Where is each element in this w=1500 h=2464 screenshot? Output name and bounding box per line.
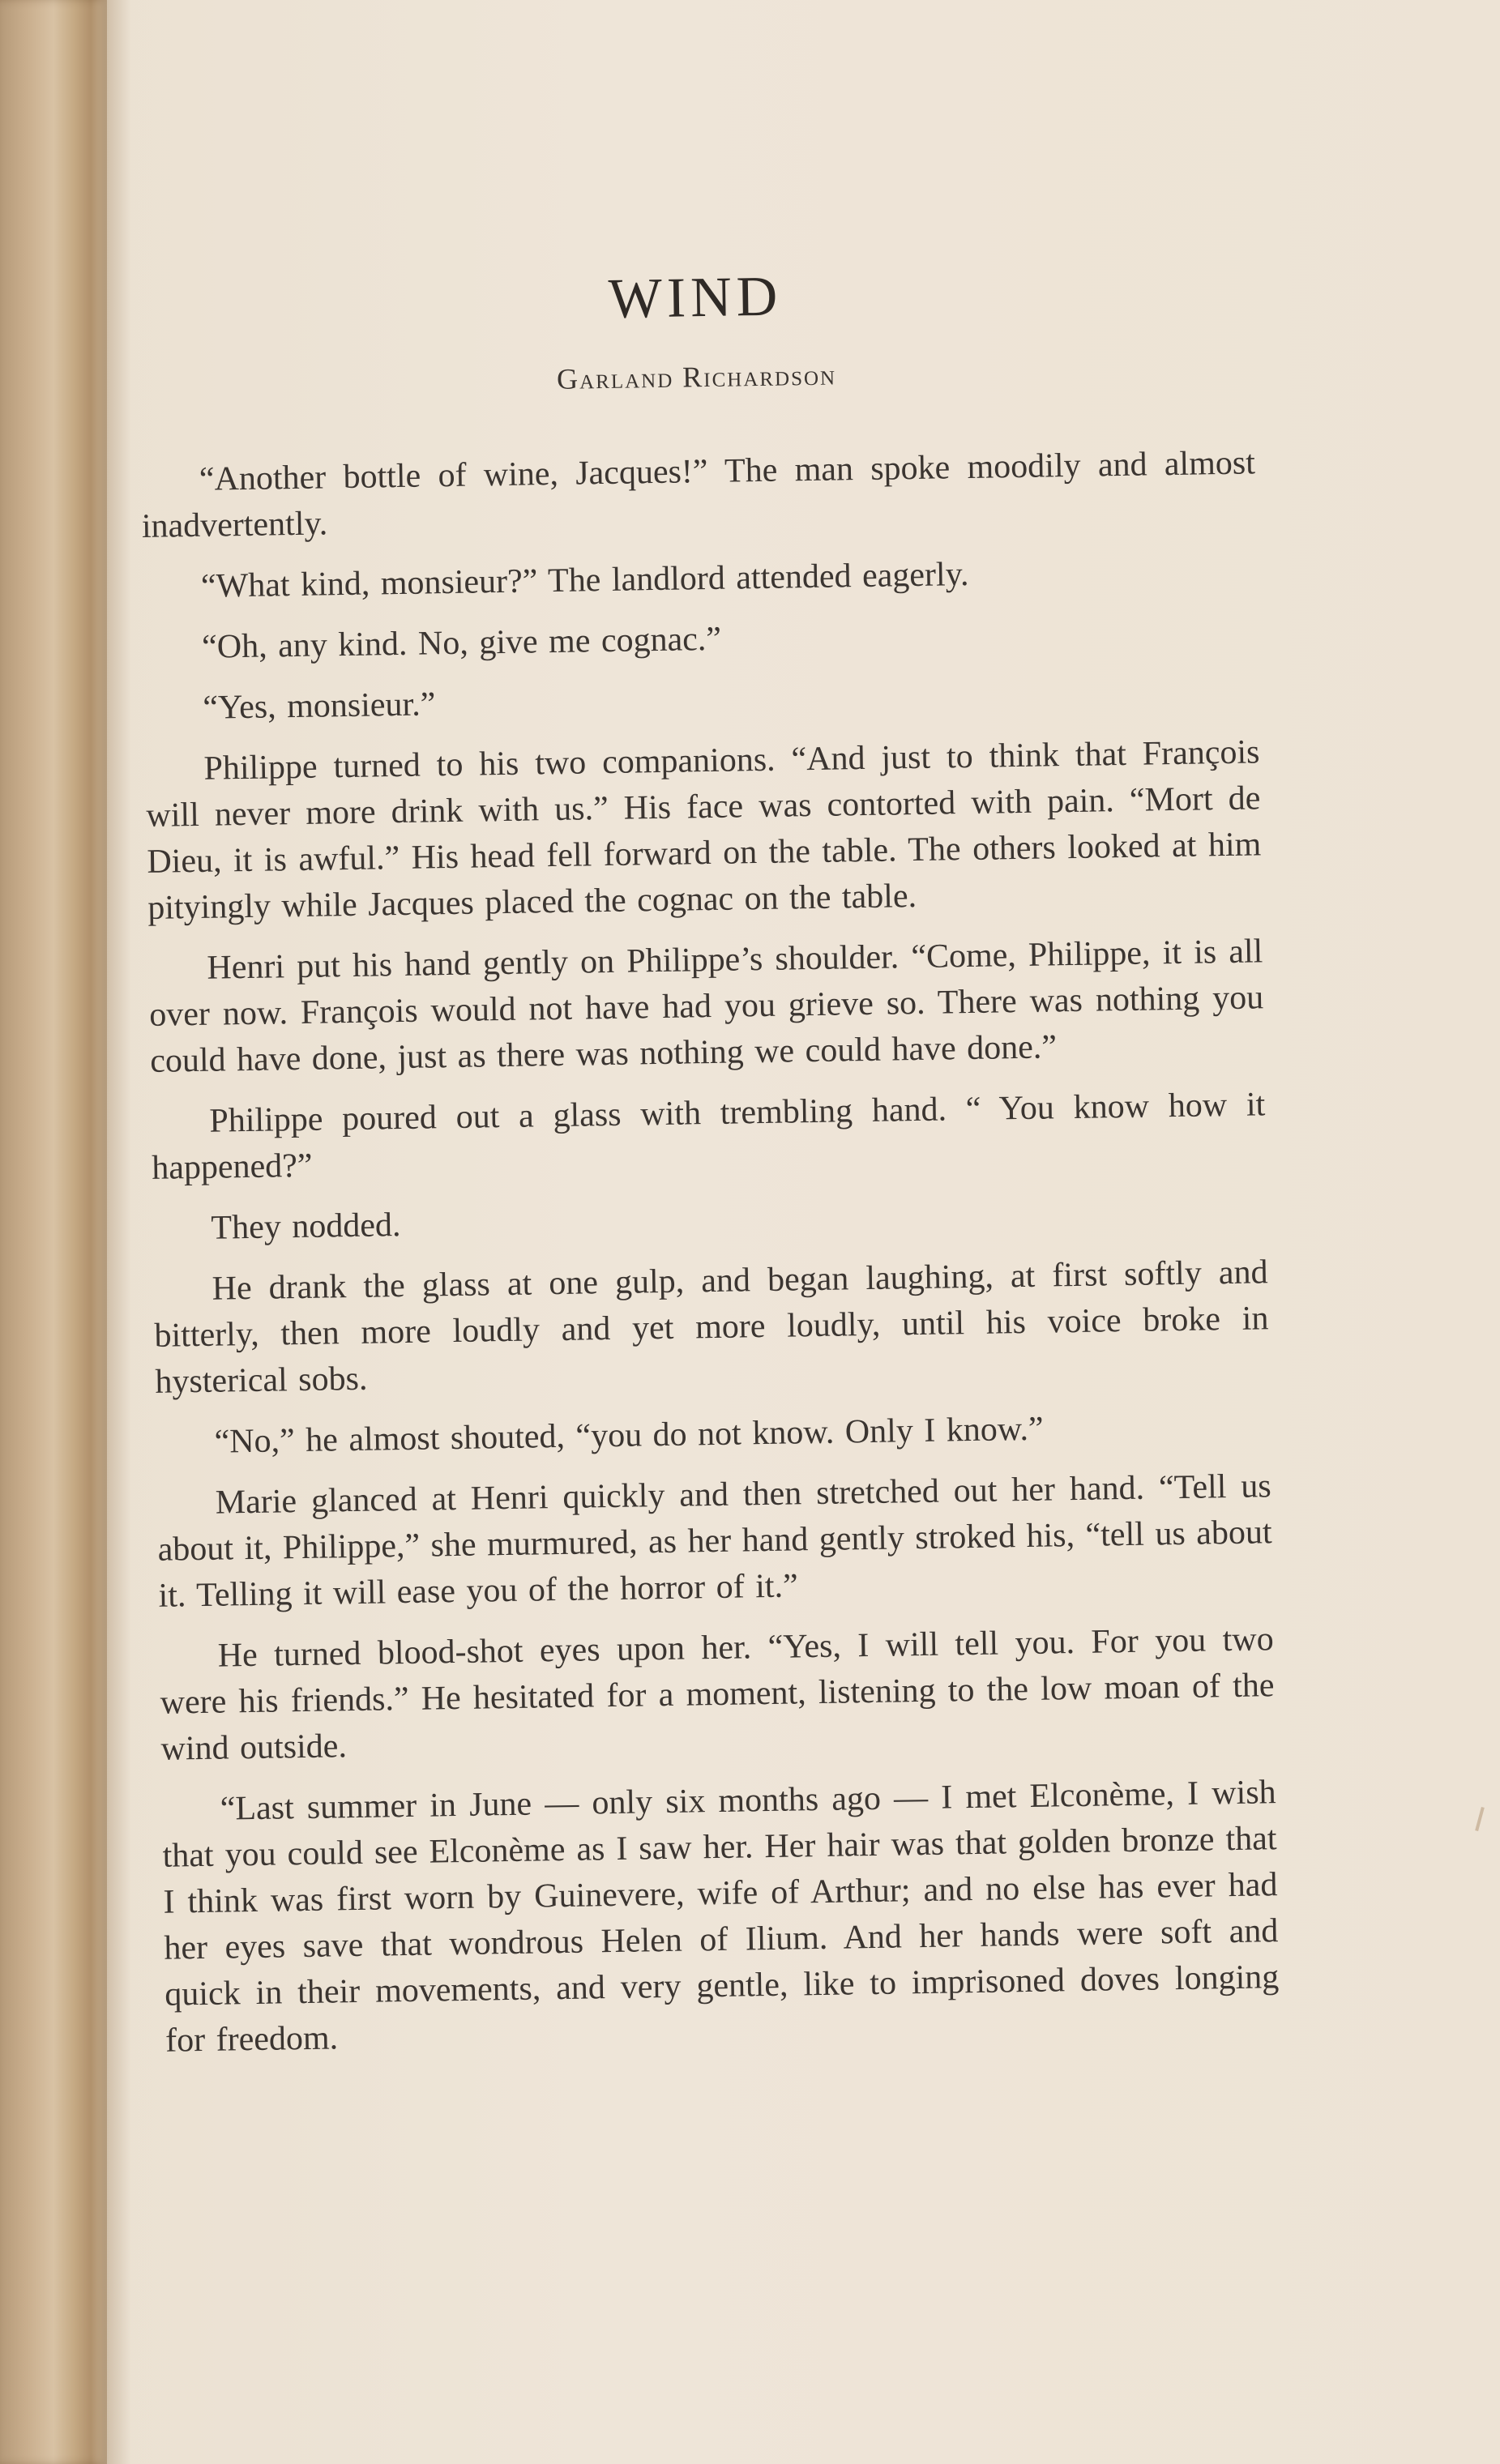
paragraph: Philippe poured out a glass with trembling hand. “ You know how it happened?”	[151, 1086, 1266, 1187]
paragraph: He drank the glass at one gulp, and began laughing, at first softly and bitterly, then more loudly and yet more loudly, until his voice broke in hysterical sobs.	[154, 1253, 1269, 1401]
paragraph: “No,” he almost shouted, “you do not know. Only I know.”	[214, 1410, 1044, 1461]
page-content	[138, 258, 1280, 2078]
binding-shadow	[107, 0, 131, 2464]
paragraph: Philippe turned to his two companions. “And just to think that François will never more drink with us.” His face was contorted with pain. “Mort de Dieu, it is awful.” His head fell forward on the table. The others looked at him pityingly while Jacques placed the cognac on the table.	[146, 733, 1262, 927]
story-author: Garland Richardson	[556, 358, 837, 395]
story-title: WIND	[608, 265, 783, 331]
paragraph: “Yes, monsieur.”	[203, 685, 436, 727]
paragraph: “Last summer in June — only six months ago — I met Elconème, I wish that you could see Elconème as I saw her. Her hair was that golden bronze that I think was first worn by Guinevere, wife of Arthur; and no else has ever had her eyes save that wondrous Helen of Ilium. And her hands were soft and quick in their movements, and very gentle, like to imprisoned doves longing for freedom.	[162, 1774, 1280, 2060]
paragraph: He turned blood-shot eyes upon her. “Yes, I will tell you. For you two were his friends.” He hesitated for a moment, listening to the low moan of the wind outside.	[160, 1621, 1275, 1768]
paragraph: Marie glanced at Henri quickly and then stretched out her hand. “Tell us about it, Philippe,” she murmured, as her hand gently stroked his, “tell us about it. Telling it will ease you of the horror of it.”	[157, 1467, 1272, 1615]
book-binding	[0, 0, 107, 2464]
paragraph: “Another bottle of wine, Jacques!” The man spoke moodily and almost inadvertently.	[141, 444, 1256, 545]
paragraph: They nodded.	[211, 1206, 401, 1247]
paper-mark	[1475, 1807, 1485, 1831]
paragraph: Henri put his hand gently on Philippe’s shoulder. “Come, Philippe, it is all over now. François would not have had you grieve so. There was nothing you could have done, just as there was nothing we could have done.”	[148, 933, 1264, 1080]
paragraph: “Oh, any kind. No, give me cognac.”	[201, 620, 722, 666]
paragraph: “What kind, monsieur?” The landlord attended eagerly.	[200, 555, 969, 605]
